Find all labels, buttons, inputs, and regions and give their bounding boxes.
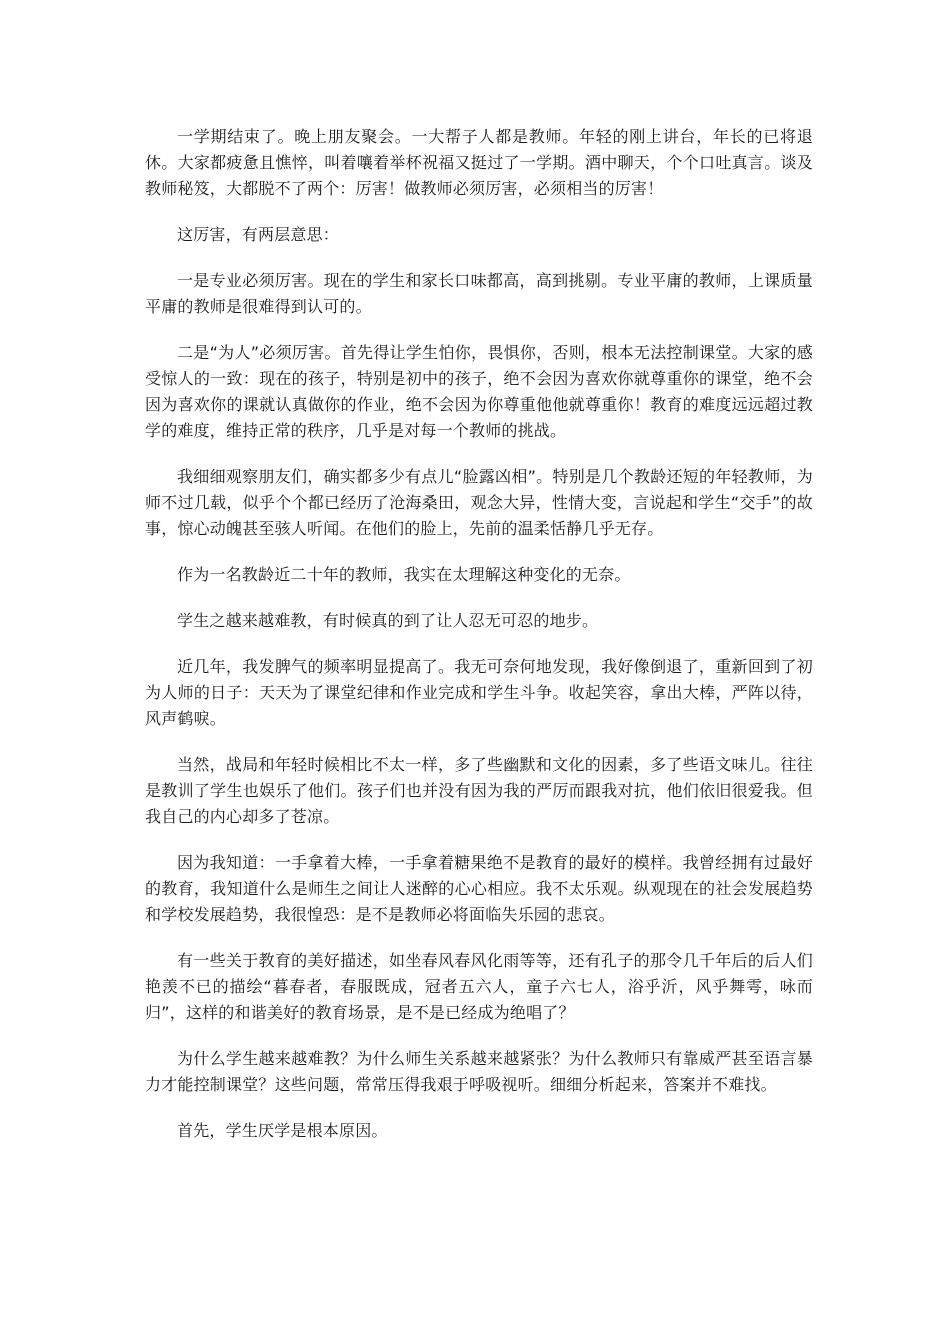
document-body: [145, 124, 813, 1164]
paragraph: 近几年，我发脾气的频率明显提高了。我无可奈何地发现，我好像倒退了，重新回到了初为人师的日子：天天为了课堂纪律和作业完成和学生斗争。收起笑容，拿出大棒，严阵以待，风声鹤唳。: [145, 657, 813, 728]
paragraph: 当然，战局和年轻时候相比不太一样，多了些幽默和文化的因素，多了些语文味儿。往往是教训了学生也娱乐了他们。孩子们也并没有因为我的严厉而跟我对抗，他们依旧很爱我。但我自己的内心却多了苍凉。: [145, 755, 813, 826]
paragraph: 为什么学生越来越难教？为什么师生关系越来越紧张？为什么教师只有靠威严甚至语言暴力才能控制课堂？这些问题，常常压得我艰于呼吸视听。细细分析起来，答案并不难找。: [145, 1049, 813, 1094]
paragraph: 二是“为人”必须厉害。首先得让学生怕你，畏惧你，否则，根本无法控制课堂。大家的感受惊人的一致：现在的孩子，特别是初中的孩子，绝不会因为喜欢你就尊重你的课堂，绝不会因为喜欢你的课就认真做你的作业，绝不会因为你尊重他他就尊重你！教育的难度远远超过教学的难度，维持正常的秩序，几乎是对每一个教师的挑战。: [145, 343, 813, 440]
paragraph: 因为我知道：一手拿着大棒，一手拿着糖果绝不是教育的最好的模样。我曾经拥有过最好的教育，我知道什么是师生之间让人迷醉的心心相应。我不太乐观。纵观现在的社会发展趋势和学校发展趋势，我很惶恐：是不是教师必将面临失乐园的悲哀。: [145, 853, 813, 924]
paragraph: 一学期结束了。晚上朋友聚会。一大帮子人都是教师。年轻的刚上讲台，年长的已将退休。大家都疲惫且憔悴，叫着嚷着举杯祝福又挺过了一学期。酒中聊天，个个口吐真言。谈及教师秘笈，大都脱不了两个：厉害！做教师必须厉害，必须相当的厉害！: [145, 127, 813, 198]
paragraph: 作为一名教龄近二十年的教师，我实在太理解这种变化的无奈。: [177, 565, 631, 584]
paragraph: 学生之越来越难教，有时候真的到了让人忍无可忍的地步。: [177, 611, 599, 630]
paragraph: 有一些关于教育的美好描述，如坐春风春风化雨等等，还有孔子的那令几千年后的后人们艳羡不已的描绘“暮春者，春服既成，冠者五六人，童子六七人，浴乎沂，风乎舞雩，咏而归”，这样的和谐美好的教育场景，是不是已经成为绝唱了？: [145, 951, 813, 1022]
paragraph: 首先，学生厌学是根本原因。: [177, 1121, 388, 1140]
paragraph: 我细细观察朋友们，确实都多少有点儿“脸露凶相”。特别是几个教龄还短的年轻教师，为师不过几载，似乎个个都已经历了沧海桑田，观念大异，性情大变，言说起和学生“交手”的故事，惊心动魄甚至骇人听闻。在他们的脸上，先前的温柔恬静几乎无存。: [145, 467, 813, 538]
paragraph: 一是专业必须厉害。现在的学生和家长口味都高，高到挑剔。专业平庸的教师，上课质量平庸的教师是很难得到认可的。: [145, 271, 813, 316]
paragraph: 这厉害，有两层意思：: [177, 225, 340, 244]
